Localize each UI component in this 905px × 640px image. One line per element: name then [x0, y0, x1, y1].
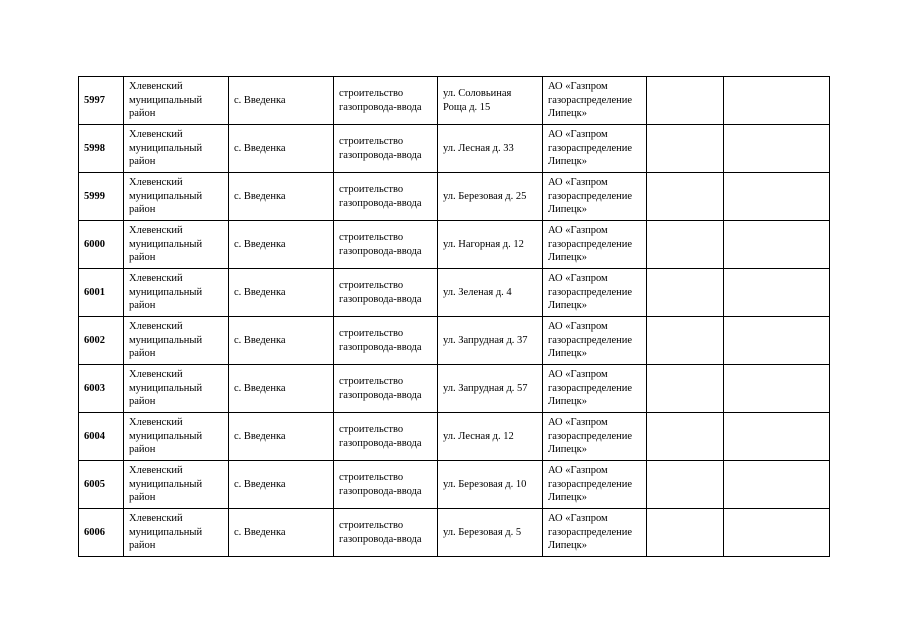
district-cell: Хлевенский муниципальный район [124, 77, 229, 125]
work-type-cell: строительство газопровода-ввода [334, 317, 438, 365]
organization-cell: АО «Газпром газораспределение Липецк» [543, 221, 647, 269]
district-cell: Хлевенский муниципальный район [124, 173, 229, 221]
address-cell: ул. Лесная д. 33 [438, 125, 543, 173]
records-table [78, 76, 830, 557]
empty-cell [647, 125, 724, 173]
address-cell: ул. Соловьиная Роща д. 15 [438, 77, 543, 125]
district-cell: Хлевенский муниципальный район [124, 365, 229, 413]
row-number: 6006 [79, 509, 124, 557]
district-cell: Хлевенский муниципальный район [124, 413, 229, 461]
empty-cell [724, 413, 830, 461]
table-row [79, 269, 830, 317]
work-type-cell: строительство газопровода-ввода [334, 269, 438, 317]
village-cell: с. Введенка [229, 317, 334, 365]
row-number: 6001 [79, 269, 124, 317]
organization-cell: АО «Газпром газораспределение Липецк» [543, 125, 647, 173]
table-row [79, 365, 830, 413]
table-row [79, 413, 830, 461]
address-cell: ул. Березовая д. 10 [438, 461, 543, 509]
address-cell: ул. Березовая д. 25 [438, 173, 543, 221]
empty-cell [724, 77, 830, 125]
district-cell: Хлевенский муниципальный район [124, 269, 229, 317]
row-number: 5999 [79, 173, 124, 221]
village-cell: с. Введенка [229, 125, 334, 173]
table-row [79, 221, 830, 269]
organization-cell: АО «Газпром газораспределение Липецк» [543, 317, 647, 365]
empty-cell [724, 221, 830, 269]
village-cell: с. Введенка [229, 173, 334, 221]
village-cell: с. Введенка [229, 509, 334, 557]
organization-cell: АО «Газпром газораспределение Липецк» [543, 77, 647, 125]
empty-cell [647, 269, 724, 317]
empty-cell [647, 77, 724, 125]
empty-cell [724, 509, 830, 557]
empty-cell [724, 269, 830, 317]
table-row [79, 317, 830, 365]
address-cell: ул. Лесная д. 12 [438, 413, 543, 461]
organization-cell: АО «Газпром газораспределение Липецк» [543, 173, 647, 221]
village-cell: с. Введенка [229, 221, 334, 269]
work-type-cell: строительство газопровода-ввода [334, 173, 438, 221]
address-cell: ул. Запрудная д. 37 [438, 317, 543, 365]
organization-cell: АО «Газпром газораспределение Липецк» [543, 413, 647, 461]
row-number: 6005 [79, 461, 124, 509]
row-number: 6003 [79, 365, 124, 413]
district-cell: Хлевенский муниципальный район [124, 125, 229, 173]
work-type-cell: строительство газопровода-ввода [334, 509, 438, 557]
organization-cell: АО «Газпром газораспределение Липецк» [543, 461, 647, 509]
district-cell: Хлевенский муниципальный район [124, 461, 229, 509]
table-row [79, 173, 830, 221]
empty-cell [647, 413, 724, 461]
work-type-cell: строительство газопровода-ввода [334, 365, 438, 413]
table-row [79, 77, 830, 125]
empty-cell [724, 461, 830, 509]
work-type-cell: строительство газопровода-ввода [334, 77, 438, 125]
empty-cell [647, 173, 724, 221]
work-type-cell: строительство газопровода-ввода [334, 461, 438, 509]
work-type-cell: строительство газопровода-ввода [334, 125, 438, 173]
empty-cell [724, 125, 830, 173]
row-number: 6004 [79, 413, 124, 461]
village-cell: с. Введенка [229, 269, 334, 317]
table-row [79, 509, 830, 557]
address-cell: ул. Зеленая д. 4 [438, 269, 543, 317]
empty-cell [724, 317, 830, 365]
village-cell: с. Введенка [229, 77, 334, 125]
empty-cell [647, 221, 724, 269]
village-cell: с. Введенка [229, 413, 334, 461]
organization-cell: АО «Газпром газораспределение Липецк» [543, 269, 647, 317]
empty-cell [724, 365, 830, 413]
empty-cell [647, 317, 724, 365]
address-cell: ул. Нагорная д. 12 [438, 221, 543, 269]
row-number: 6000 [79, 221, 124, 269]
district-cell: Хлевенский муниципальный район [124, 221, 229, 269]
organization-cell: АО «Газпром газораспределение Липецк» [543, 365, 647, 413]
table-row [79, 461, 830, 509]
address-cell: ул. Запрудная д. 57 [438, 365, 543, 413]
district-cell: Хлевенский муниципальный район [124, 509, 229, 557]
address-cell: ул. Березовая д. 5 [438, 509, 543, 557]
table-body [79, 77, 830, 557]
district-cell: Хлевенский муниципальный район [124, 317, 229, 365]
organization-cell: АО «Газпром газораспределение Липецк» [543, 509, 647, 557]
work-type-cell: строительство газопровода-ввода [334, 221, 438, 269]
row-number: 5998 [79, 125, 124, 173]
work-type-cell: строительство газопровода-ввода [334, 413, 438, 461]
row-number: 6002 [79, 317, 124, 365]
empty-cell [647, 365, 724, 413]
village-cell: с. Введенка [229, 365, 334, 413]
empty-cell [647, 509, 724, 557]
table-row [79, 125, 830, 173]
empty-cell [647, 461, 724, 509]
village-cell: с. Введенка [229, 461, 334, 509]
empty-cell [724, 173, 830, 221]
row-number: 5997 [79, 77, 124, 125]
